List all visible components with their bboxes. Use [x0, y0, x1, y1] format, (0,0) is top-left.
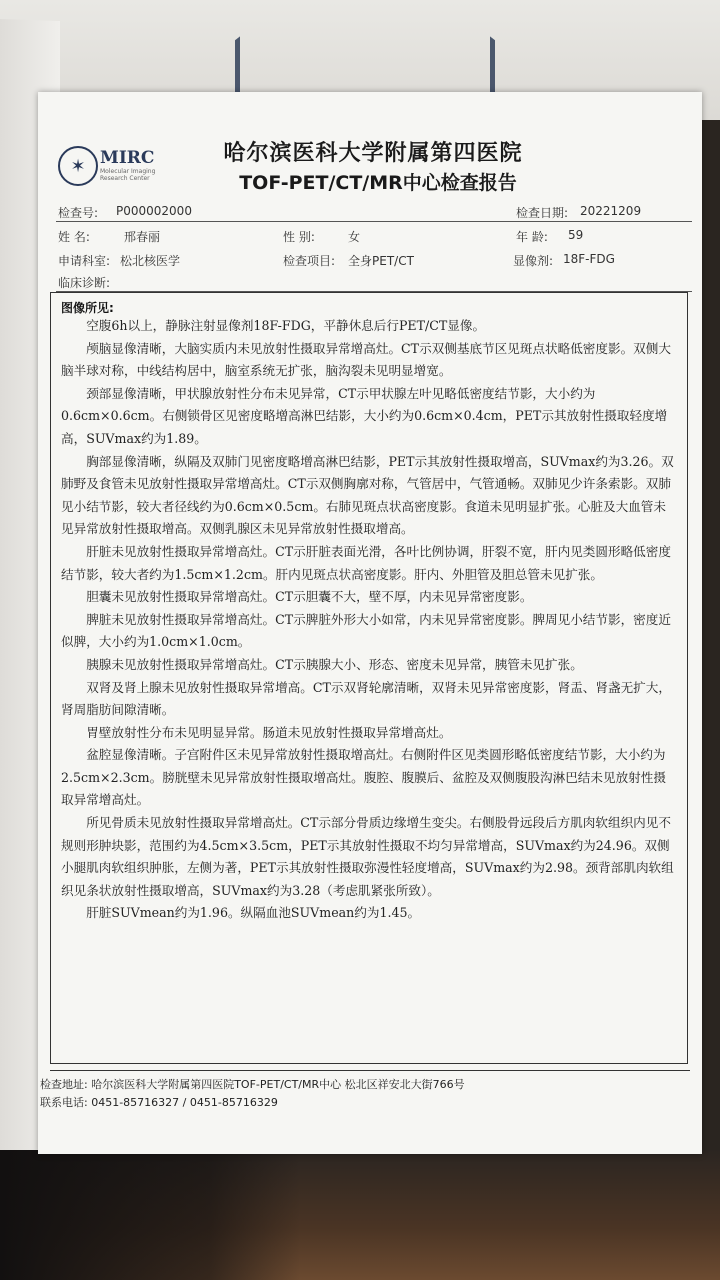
- findings-paragraph: 胃壁放射性分布未见明显异常。肠道未见放射性摄取异常增高灶。: [86, 724, 452, 740]
- hospital-logo: [58, 146, 168, 190]
- agent-label: 显像剂:: [513, 254, 554, 268]
- patient-age: 59: [568, 228, 584, 242]
- exam-no: P000002000: [116, 204, 192, 218]
- hospital-name: 哈尔滨医科大学附属第四医院: [223, 141, 523, 166]
- exam-date: 20221209: [580, 204, 642, 218]
- background-shadow: [0, 1150, 300, 1280]
- phone: 0451-85716327 / 0451-85716329: [91, 1096, 278, 1109]
- findings-paragraph: 盆腔显像清晰。子宫附件区未见异常放射性摄取增高灶。右侧附件区见类圆形略低密度结节影，大小约为2.5cm×2.3cm。膀胱壁未见异常放射性摄取增高灶。腹腔、腹膜后、盆腔及双侧腹股沟淋巴结未见放射性摄取异常增高灶。: [61, 747, 666, 808]
- phone-row: [40, 1094, 278, 1110]
- address-label: 检查地址:: [40, 1078, 88, 1091]
- age-label: 年 龄:: [516, 230, 548, 244]
- logo-subtext: Molecular Imaging Research Center: [100, 168, 156, 182]
- report-title: TOF-PET/CT/MR中心检查报告: [239, 172, 517, 194]
- patient-row: [58, 228, 688, 248]
- findings-paragraph: 肝脏未见放射性摄取异常增高灶。CT示肝脏表面光滑，各叶比例协调，肝裂不宽，肝内见类圆形略低密度结节影，较大者约为1.5cm×1.2cm。肝内见斑点状高密度影。肝内、外胆管及胆总管未见扩张。: [61, 543, 671, 582]
- address-row: [40, 1076, 465, 1092]
- dept: 松北核医学: [120, 254, 181, 268]
- item-label: 检查项目:: [283, 254, 336, 268]
- gender-label: 性 别:: [283, 230, 315, 244]
- findings-paragraph: 空腹6h以上，静脉注射显像剂18F-FDG，平静休息后行PET/CT显像。: [86, 318, 486, 333]
- findings-title: 图像所见:: [61, 301, 114, 315]
- findings-paragraph: 肝脏SUVmean约为1.96。纵隔血池SUVmean约为1.45。: [86, 905, 421, 921]
- exam-item: 全身PET/CT: [348, 254, 414, 268]
- exam-date-label: 检查日期:: [516, 206, 569, 220]
- findings-paragraph: 脾脏未见放射性摄取异常增高灶。CT示脾脏外形大小如常，内未见异常密度影。脾周见小结节影，密度近似脾，大小约为1.0cm×1.0cm。: [61, 611, 671, 650]
- findings-paragraph: 所见骨质未见放射性摄取异常增高灶。CT示部分骨质边缘增生变尖。右侧股骨远段后方肌肉软组织内见不规则形肿块影，范围约为4.5cm×3.5cm，PET示其放射性摄取不均匀异常增高，SUVmax约为24.96。双侧小腿肌肉软组织肿胀，左侧为著，PET示其放射性摄取弥漫性轻度增高，SUVmax约为2.98。颈背部肌肉软组织见条状放射性摄取增高，SUVmax约为3.28（考虑肌紧张所致）。: [61, 815, 674, 898]
- logo-text: MIRC: [100, 148, 155, 168]
- findings-paragraph: 颅脑显像清晰，大脑实质内未见放射性摄取异常增高灶。CT示双侧基底节区见斑点状略低密度影。双侧大脑半球对称，中线结构居中，脑室系统无扩张，脑沟裂未见明显增宽。: [61, 340, 671, 379]
- exam-details-row: [58, 252, 688, 272]
- vitruvian-icon: ✶: [58, 146, 98, 186]
- name-label: 姓 名:: [58, 230, 90, 244]
- report-header: [38, 132, 702, 202]
- exam-no-label: 检查号:: [58, 206, 99, 220]
- patient-gender: 女: [348, 230, 361, 244]
- phone-label: 联系电话:: [40, 1096, 88, 1109]
- address: 哈尔滨医科大学附属第四医院TOF-PET/CT/MR中心 松北区祥安北大街766号: [91, 1078, 465, 1091]
- header-divider: [56, 221, 692, 222]
- imaging-agent: 18F-FDG: [563, 252, 615, 266]
- report-paper: [38, 92, 702, 1154]
- patient-name: 邢春丽: [124, 230, 161, 244]
- findings-paragraph: 双肾及肾上腺未见放射性摄取异常增高。CT示双肾轮廓清晰，双肾未见异常密度影，肾盂、肾盏无扩大，肾周脂肪间隙清晰。: [61, 679, 671, 718]
- dept-label: 申请科室:: [58, 254, 111, 268]
- findings-paragraph: 胸部显像清晰，纵隔及双肺门见密度略增高淋巴结影，PET示其放射性摄取增高，SUVmax约为3.26。双肺野及食管未见放射性摄取异常增高灶。CT示双侧胸廓对称，气管居中，气管通畅。双肺见少许条索影。双肺见小结节影，较大者径线约为0.6cm×0.5cm。右肺见斑点状高密度影。食道未见明显扩张。心脏及大血管未见异常放射性摄取增高。双侧乳腺区未见异常放射性摄取增高。: [61, 453, 674, 537]
- findings-paragraph: 胆囊未见放射性摄取异常增高灶。CT示胆囊不大，壁不厚，内未见异常密度影。: [86, 589, 533, 605]
- clinical-label: 临床诊断:: [58, 276, 111, 290]
- findings-paragraph: 颈部显像清晰，甲状腺放射性分布未见异常，CT示甲状腺左叶见略低密度结节影，大小约为0.6cm×0.6cm。右侧锁骨区见密度略增高淋巴结影，大小约为0.6cm×0.4cm，PET示其放射性摄取轻度增高，SUVmax约为1.89。: [61, 385, 668, 446]
- findings-box: [50, 292, 688, 1064]
- footer-divider: [50, 1070, 690, 1071]
- findings-paragraph: 胰腺未见放射性摄取异常增高灶。CT示胰腺大小、形态、密度未见异常，胰管未见扩张。: [86, 656, 583, 672]
- findings-body: [61, 315, 675, 925]
